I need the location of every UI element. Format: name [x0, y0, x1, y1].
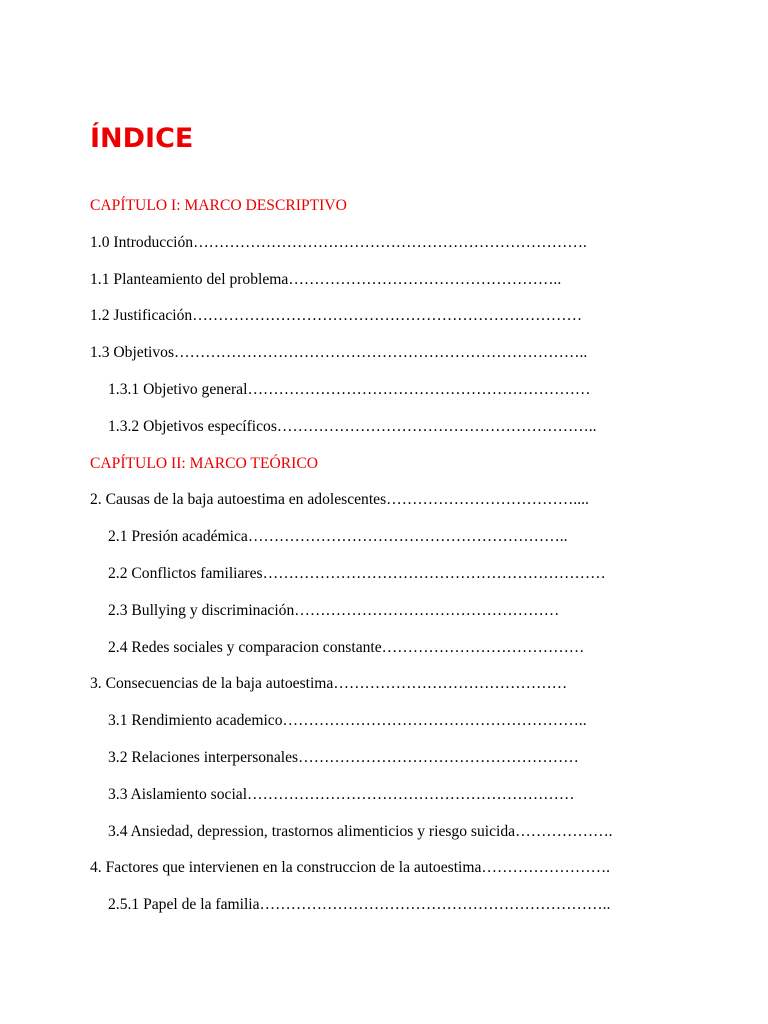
toc-entry: 3.4 Ansiedad, depression, trastornos alimenticios y riesgo suicida………………. — [108, 822, 613, 840]
toc-chapter-heading: CAPÍTULO I: MARCO DESCRIPTIVO — [90, 197, 347, 214]
toc-entry: 2.5.1 Papel de la familia………………………………………………………….. — [108, 896, 611, 914]
toc-entry: 3.3 Aislamiento social……………………………………………………… — [108, 785, 575, 803]
toc-entry: 2.1 Presión académica…………………………………………………….. — [108, 528, 568, 546]
toc-entry: 1.2 Justificación………………………………………………………………… — [90, 307, 583, 325]
toc-entry: 4. Factores que intervienen en la construccion de la autoestima……………………. — [90, 859, 611, 877]
table-of-contents — [90, 188, 730, 924]
toc-entry: 1.3.1 Objetivo general………………………………………………………… — [108, 380, 591, 398]
toc-entry: 3. Consecuencias de la baja autoestima……………………………………… — [90, 675, 568, 693]
toc-entry: 1.3.2 Objetivos específicos…………………………………………………….. — [108, 417, 597, 435]
toc-entry: 2.2 Conflictos familiares………………………………………………………… — [108, 564, 606, 582]
toc-chapter-heading: CAPÍTULO II: MARCO TEÓRICO — [90, 454, 318, 472]
toc-entry: 2.3 Bullying y discriminación…………………………………………… — [108, 601, 560, 619]
toc-entry: 3.2 Relaciones interpersonales……………………………………………… — [108, 748, 579, 766]
toc-entry: 3.1 Rendimiento academico………………………………………………….. — [108, 712, 587, 730]
toc-entry: 1.1 Planteamiento del problema…………………………………………….. — [90, 270, 562, 288]
toc-entry: 2. Causas de la baja autoestima en adolescentes……………………………….... — [90, 491, 589, 509]
page-title: ÍNDICE — [90, 123, 194, 154]
toc-entry: 1.0 Introducción…………………………………………………………………. — [90, 233, 587, 251]
toc-entry: 2.4 Redes sociales y comparacion constante………………………………… — [108, 638, 585, 656]
toc-entry: 1.3 Objetivos…………………………………………………………………….. — [90, 344, 588, 362]
